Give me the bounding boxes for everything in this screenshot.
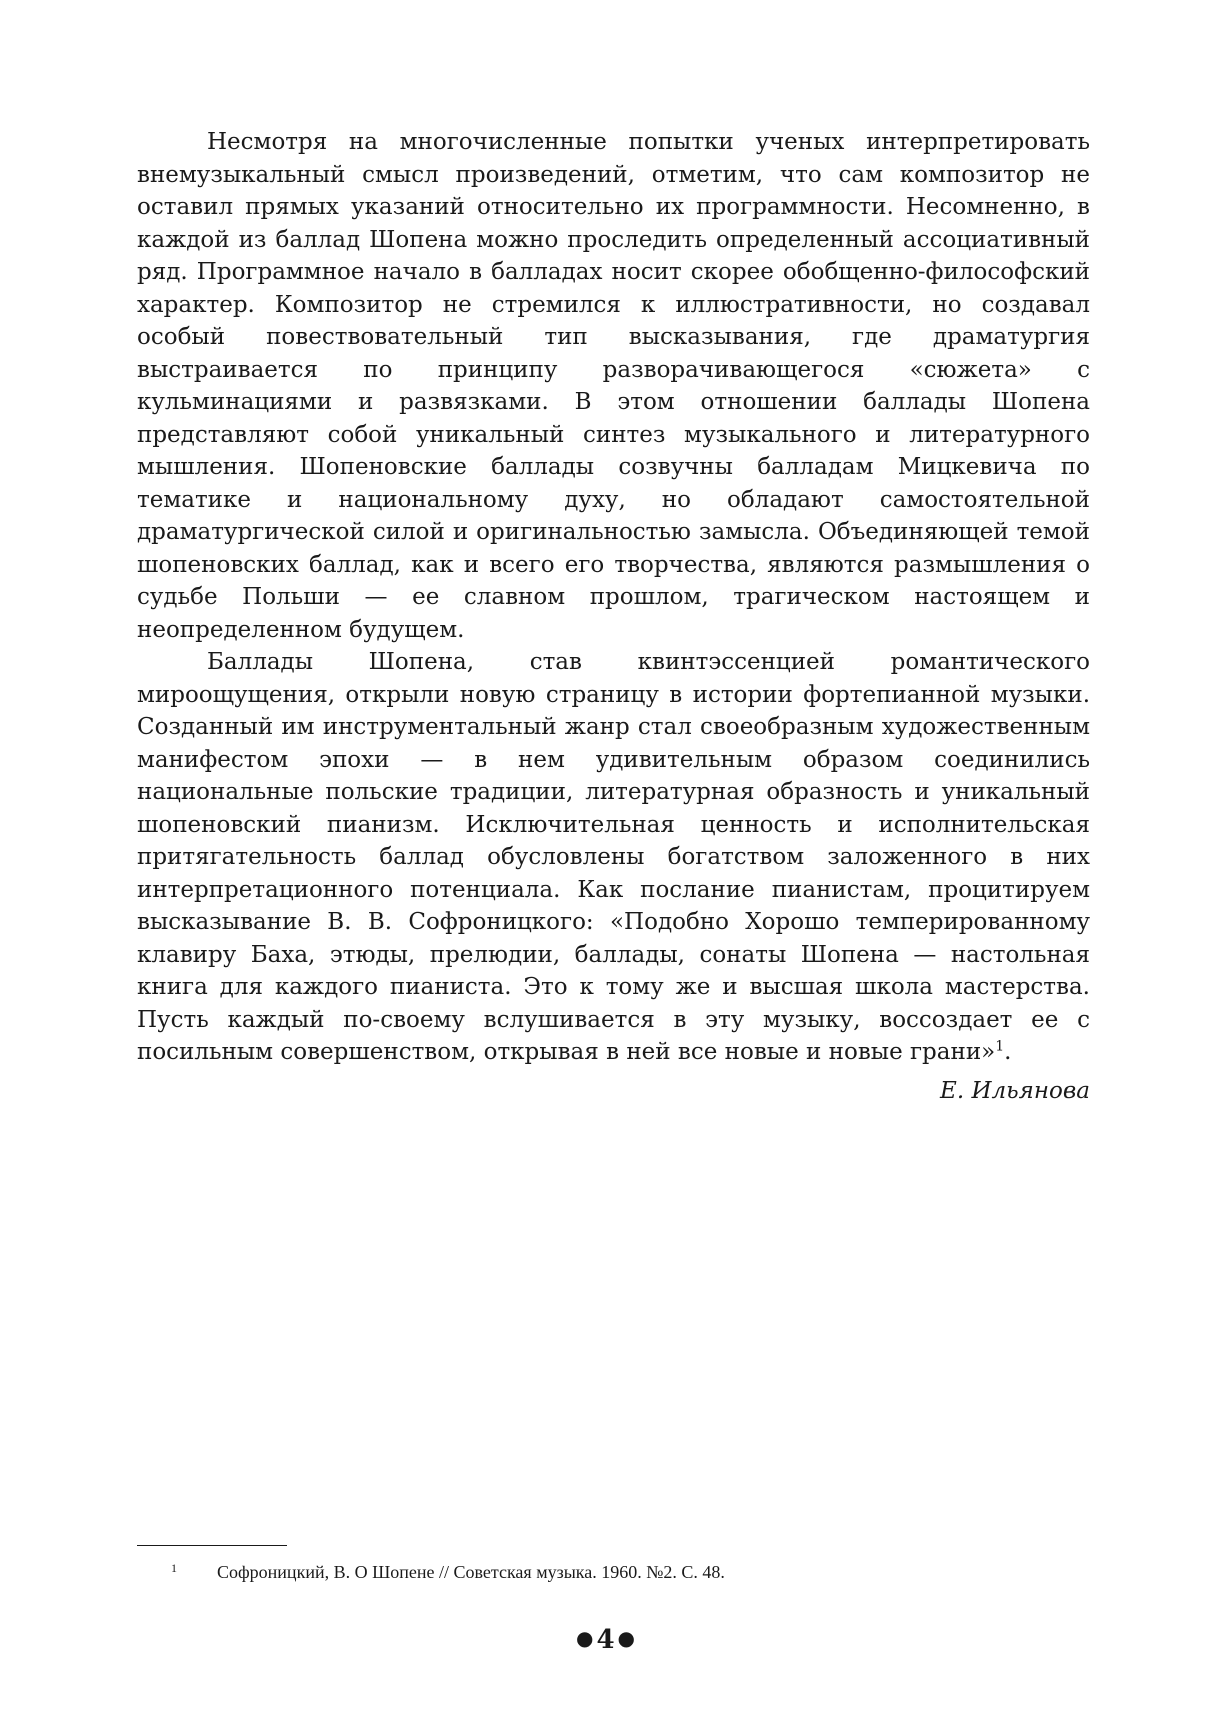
footnote-text: Софроницкий, В. О Шопене // Советская музыка. 1960. №2. С. 48.	[217, 1562, 725, 1582]
paragraph-text: Баллады Шопена, став квинтэссенцией романтического мироощущения, открыли новую страницу в истории фортепианной музыки. Созданный им инструментальный жанр стал своеобразным художественным манифестом эпохи — в нем удивительным образом соединились национальные польские традиции, литературная образность и уникальный шопеновский пианизм. Исключительная ценность и исполнительская притягательность баллад обусловлены богатством заложенного в них интерпретационного потенциала. Как послание пианистам, процитируем высказывание В. В. Софроницкого: «Подобно Хорошо темперированному клавиру Баха, этюды, прелюдии, баллады, сонаты Шопена — настольная книга для каждого пианиста. Это к тому же и высшая школа мастерства. Пусть каждый по-своему вслушивается в эту музыку, воссоздает ее с посильным совершенством, открывая в ней все новые и новые грани»	[137, 649, 1090, 1065]
bullet-icon: ●	[576, 1626, 594, 1650]
footnote-separator	[137, 1545, 287, 1546]
paragraph: Несмотря на многочисленные попытки ученых интерпретировать внемузыкальный смысл произведений, отметим, что сам композитор не оставил прямых указаний относительно их программности. Несомненно, в каждой из баллад Шопена можно проследить определенный ассоциативный ряд. Программное начало в балладах носит скорее обобщенно-философский характер. Композитор не стремился к иллюстративности, но создавал особый повествовательный тип высказывания, где драматургия выстраивается по принципу разворачивающегося «сюжета» с кульминациями и развязками. В этом отношении баллады Шопена представляют собой уникальный синтез музыкального и литературного мышления. Шопеновские баллады созвучны балладам Мицкевича по тематике и национальному духу, но обладают самостоятельной драматургической силой и оригинальностью замысла. Объединяющей темой шопеновских баллад, как и всего его творчества, являются размышления о судьбе Польши — ее славном прошлом, трагическом настоящем и неопределенном будущем.	[137, 129, 1090, 643]
main-text	[137, 126, 1090, 1069]
paragraph: Баллады Шопена, став квинтэссенцией романтического мироощущения, открыли новую страницу в истории фортепианной музыки. Созданный им инструментальный жанр стал своеобразным художественным манифестом эпохи — в нем удивительным образом соединились национальные польские традиции, литературная образность и уникальный шопеновский пианизм. Исключительная ценность и исполнительская притягательность баллад обусловлены богатством заложенного в них интерпретационного потенциала. Как послание пианистам, процитируем высказывание В. В. Софроницкого: «Подобно Хорошо темперированному клавиру Баха, этюды, прелюдии, баллады, сонаты Шопена — настольная книга для каждого пианиста. Это к тому же и высшая школа мастерства. Пусть каждый по-своему вслушивается в эту музыку, воссоздает ее с посильным совершенством, открывая в ней все новые и новые грани»$^1$.	[137, 649, 1090, 1065]
page-number-value: 4	[596, 1625, 615, 1655]
bullet-icon: ●	[617, 1626, 635, 1650]
author-signature: Е. Ильянова	[940, 1078, 1090, 1104]
footnote-reference[interactable]: 1	[995, 1038, 1005, 1055]
page-number	[0, 1622, 1211, 1656]
footnote-number: 1	[171, 1561, 177, 1575]
